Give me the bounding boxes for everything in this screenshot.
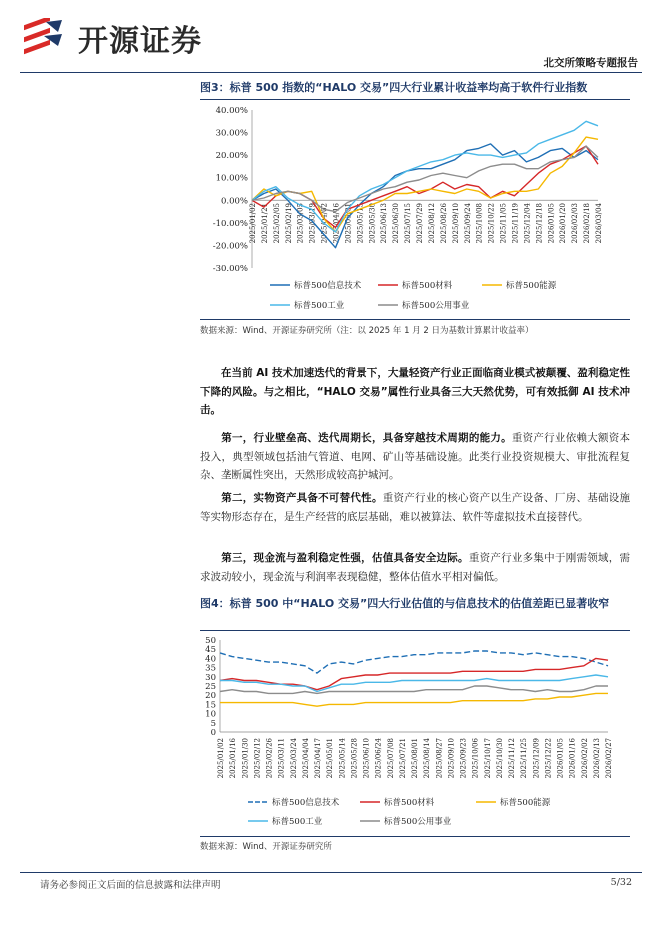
legend-label: 标普500公用事业 xyxy=(402,301,470,311)
x-tick-label: 2025/06/10 xyxy=(362,738,371,779)
x-tick-label: 2025/11/25 xyxy=(520,738,529,779)
x-tick-label: 2025/02/05 xyxy=(272,203,281,244)
company-name: 开源证券 xyxy=(78,24,202,59)
x-tick-label: 2025/03/05 xyxy=(296,203,305,244)
y-tick-label: 0 xyxy=(210,728,216,738)
y-tick-label: -20.00% xyxy=(212,241,248,252)
x-tick-label: 2025/12/18 xyxy=(535,203,544,244)
paragraph-3-lead: 第三，现金流与盈利稳定性强，估值具备安全边际。 xyxy=(221,552,469,564)
x-tick-label: 2025/10/17 xyxy=(483,738,492,779)
x-tick-label: 2025/08/14 xyxy=(423,738,432,779)
x-tick-label: 2025/12/22 xyxy=(544,738,553,779)
figure4-source: 数据来源：Wind、开源证券研究所 xyxy=(200,842,332,852)
x-tick-label: 2025/10/08 xyxy=(475,203,484,244)
y-tick-label: 15 xyxy=(205,700,216,711)
x-tick-label: 2025/02/19 xyxy=(284,203,293,244)
x-tick-label: 2025/08/01 xyxy=(411,738,419,779)
company-logo xyxy=(22,14,252,58)
y-tick-label: 20 xyxy=(205,691,216,702)
x-tick-label: 2026/02/02 xyxy=(580,738,589,779)
x-tick-label: 2025/06/30 xyxy=(392,203,401,244)
x-tick-label: 2025/09/10 xyxy=(451,203,460,244)
y-tick-label: 40 xyxy=(205,654,216,665)
figure4-chart xyxy=(200,632,630,835)
y-tick-label: 20.00% xyxy=(215,151,248,162)
x-tick-label: 2026/01/05 xyxy=(556,738,565,779)
footer-disclaimer: 请务必参阅正文后面的信息披露和法律声明 xyxy=(40,880,221,891)
x-tick-label: 2026/02/18 xyxy=(583,203,592,244)
x-tick-label: 2025/03/24 xyxy=(289,738,298,779)
x-tick-label: 2025/10/06 xyxy=(471,738,480,779)
paragraph-3-text: 重资产行业多集中于刚需领域，需求波动较小，现金流与利润率表现稳健，整体估值水平相对偏低。 xyxy=(200,552,631,583)
y-tick-label: 10.00% xyxy=(215,173,248,184)
y-tick-label: 30.00% xyxy=(215,128,248,139)
figure4-top-rule xyxy=(200,630,630,631)
x-tick-label: 2026/01/05 xyxy=(547,203,556,244)
x-tick-label: 2026/02/03 xyxy=(571,203,580,244)
series-line xyxy=(220,686,608,693)
x-tick-label: 2025/11/12 xyxy=(508,738,516,779)
y-tick-label: 0.00% xyxy=(220,196,248,207)
x-tick-label: 2025/07/29 xyxy=(416,203,425,244)
legend-label: 标普500信息技术 xyxy=(294,281,362,291)
x-tick-label: 2025/07/21 xyxy=(398,738,407,779)
x-tick-label: 2025/08/26 xyxy=(439,203,448,244)
y-tick-label: -10.00% xyxy=(212,218,248,229)
legend-label: 标普500材料 xyxy=(384,798,435,808)
paragraph-1 xyxy=(200,429,630,485)
x-tick-label: 2025/05/01 xyxy=(326,738,335,779)
x-tick-label: 2025/06/13 xyxy=(380,203,389,244)
footer-divider xyxy=(20,872,642,873)
paragraph-2 xyxy=(200,489,630,526)
x-tick-label: 2025/04/17 xyxy=(314,738,322,779)
x-tick-label: 2025/03/11 xyxy=(277,738,286,779)
header-divider xyxy=(20,72,642,73)
company-logo-mark-icon xyxy=(22,18,66,56)
x-tick-label: 2026/03/04 xyxy=(595,203,603,244)
x-tick-label: 2025/07/08 xyxy=(386,738,395,779)
x-tick-label: 2025/12/09 xyxy=(532,738,541,779)
series-line xyxy=(220,658,608,689)
x-tick-label: 2025/05/15 xyxy=(356,203,365,244)
x-tick-label: 2025/06/24 xyxy=(374,738,383,779)
figure3-bottom-rule xyxy=(200,319,630,320)
x-tick-label: 2025/01/16 xyxy=(229,738,238,779)
x-tick-label: 2025/01/02 xyxy=(217,738,225,779)
figure3-title: 图3：标普 500 指数的“HALO 交易”四大行业累计收益率均高于软件行业指数 xyxy=(200,81,588,94)
y-tick-label: 25 xyxy=(205,682,216,692)
x-tick-label: 2025/08/12 xyxy=(427,203,436,244)
paragraph-3 xyxy=(200,549,630,586)
x-tick-label: 2025/05/14 xyxy=(338,738,347,779)
y-tick-label: 10 xyxy=(205,709,216,720)
x-tick-label: 2025/04/02 xyxy=(320,203,329,244)
paragraph-1-text: 重资产行业依赖大额资本投入，典型领域包括油气管道、电网、矿山等基础设施。此类行业投资规模大、审批流程复杂、垄断属性突出，天然形成较高护城河。 xyxy=(200,432,631,481)
figure3-source: 数据来源：Wind、开源证券研究所（注：以 2025 年 1 月 2 日为基数计算累计收益率） xyxy=(200,326,534,336)
x-tick-label: 2025/09/24 xyxy=(463,203,472,244)
x-tick-label: 2025/04/04 xyxy=(301,738,310,779)
x-tick-label: 2025/11/05 xyxy=(499,203,508,244)
x-tick-label: 2025/03/19 xyxy=(308,203,317,244)
x-tick-label: 2025/04/16 xyxy=(332,203,341,244)
intro-text: 在当前 AI 技术加速迭代的背景下，大量轻资产行业正面临商业模式被颠覆、盈利稳定性下降的风险。与之相比，“HALO 交易”属性行业具备三大天然优势，可有效抵御 AI 技术冲击。 xyxy=(200,367,630,416)
legend-label: 标普500信息技术 xyxy=(272,798,340,808)
y-tick-label: -30.00% xyxy=(212,264,248,274)
x-tick-label: 2026/01/20 xyxy=(559,203,568,244)
y-tick-label: 35 xyxy=(205,663,216,674)
report-type: 北交所策略专题报告 xyxy=(543,57,638,69)
x-tick-label: 2026/01/16 xyxy=(568,738,577,779)
y-tick-label: 50 xyxy=(205,636,216,646)
paragraph-2-text: 重资产行业的核心资产以生产设备、厂房、基础设施等实物形态存在，是生产经营的底层基础，难以被算法、软件等虚拟技术直接替代。 xyxy=(200,492,631,523)
x-tick-label: 2026/02/27 xyxy=(605,738,613,779)
legend-label: 标普500材料 xyxy=(402,281,453,291)
legend-label: 标普500公用事业 xyxy=(384,817,452,827)
y-tick-label: 30 xyxy=(205,672,216,683)
series-line xyxy=(220,693,608,706)
figure4-bottom-rule xyxy=(200,836,630,837)
x-tick-label: 2025/08/27 xyxy=(435,738,444,779)
x-tick-label: 2025/05/30 xyxy=(368,203,377,244)
x-tick-label: 2025/10/30 xyxy=(495,738,504,779)
x-tick-label: 2025/12/04 xyxy=(523,203,532,244)
x-tick-label: 2025/10/22 xyxy=(487,203,496,244)
x-tick-label: 2025/05/28 xyxy=(350,738,359,779)
legend-label: 标普500工业 xyxy=(272,817,323,827)
paragraph-2-lead: 第二，实物资产具备不可替代性。 xyxy=(221,492,383,504)
x-tick-label: 2025/01/21 xyxy=(260,203,269,244)
x-tick-label: 2025/02/12 xyxy=(253,738,262,779)
intro-paragraph xyxy=(200,364,630,420)
legend-label: 标普500能源 xyxy=(506,281,557,291)
y-tick-label: 5 xyxy=(210,718,216,729)
x-tick-label: 2025/09/10 xyxy=(447,738,456,779)
paragraph-1-lead: 第一，行业壁垒高、迭代周期长，具备穿越技术周期的能力。 xyxy=(221,432,512,444)
x-tick-label: 2025/07/15 xyxy=(404,203,413,244)
y-tick-label: 45 xyxy=(205,645,216,656)
x-tick-label: 2025/02/26 xyxy=(265,738,274,779)
x-tick-label: 2025/11/19 xyxy=(511,203,520,244)
x-tick-label: 2025/01/02 xyxy=(249,203,257,244)
x-tick-label: 2025/01/30 xyxy=(241,738,250,779)
legend-label: 标普500工业 xyxy=(294,301,345,311)
figure3-chart xyxy=(200,100,630,318)
figure4-title: 图4：标普 500 中“HALO 交易”四大行业估值的与信息技术的估值差距已显著收窄 xyxy=(200,597,610,610)
x-tick-label: 2025/09/23 xyxy=(459,738,468,779)
legend-label: 标普500能源 xyxy=(500,798,551,808)
page-number: 5/32 xyxy=(610,877,632,888)
y-tick-label: 40.00% xyxy=(215,106,248,116)
x-tick-label: 2026/02/13 xyxy=(592,738,601,779)
x-tick-label: 2025/05/01 xyxy=(344,203,353,244)
